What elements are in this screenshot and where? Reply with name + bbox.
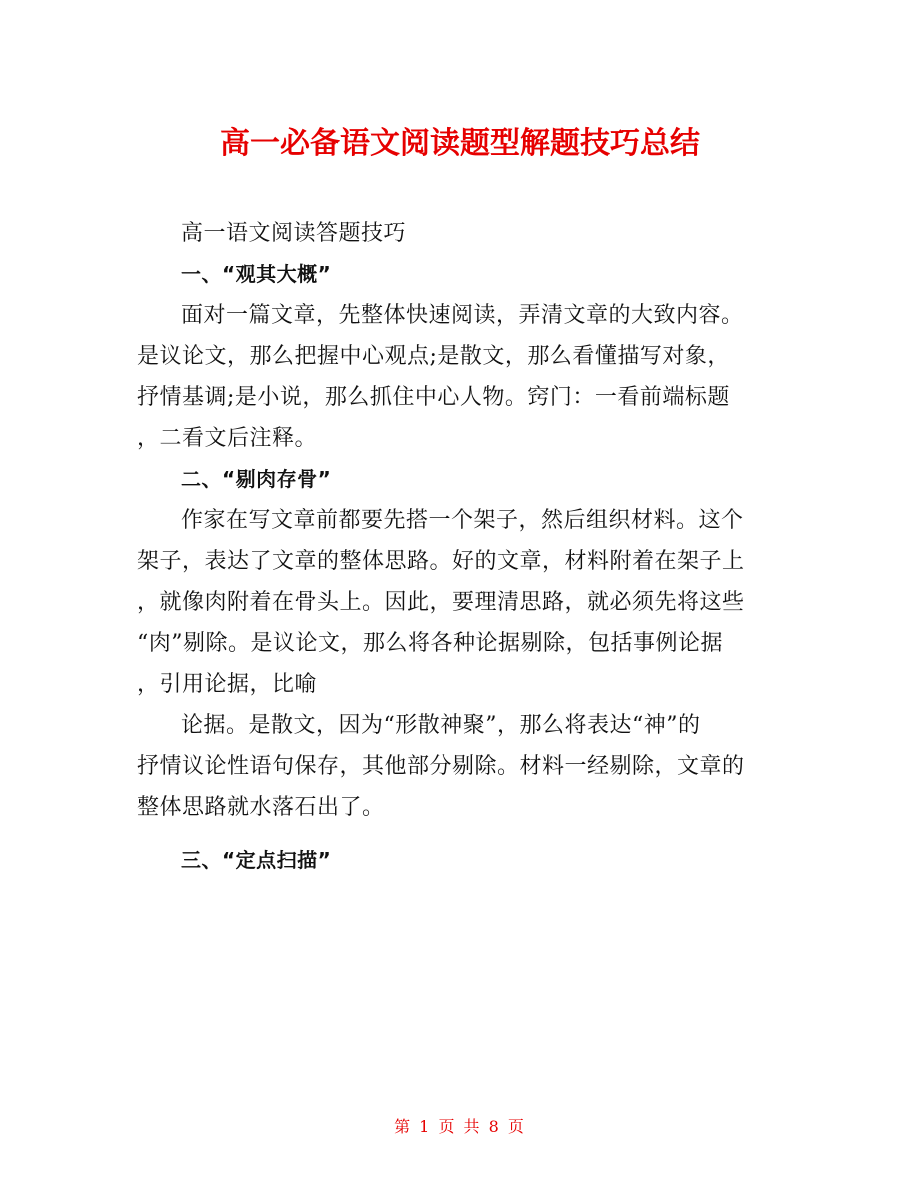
document-body (137, 213, 787, 881)
paragraph-line: 整体思路就水落石出了。 (137, 795, 385, 820)
section-heading-2: 二、“剔肉存骨” (181, 467, 332, 491)
paragraph-line: 抒情议论性语句保存，其他部分剔除。材料一经剔除，文章的 (137, 754, 745, 779)
subtitle-line: 高一语文阅读答题技巧 (181, 221, 407, 246)
paragraph-line: ，引用论据，比喻 (137, 672, 318, 697)
section-heading-1: 一、“观其大概” (181, 262, 332, 286)
paragraph-line: 是议论文，那么把握中心观点;是散文，那么看懂描写对象， (137, 344, 730, 369)
paragraph-line: 抒情基调;是小说，那么抓住中心人物。窍门：一看前端标题 (137, 385, 730, 410)
paragraph-line: “肉”剔除。是议论文，那么将各种论据剔除，包括事例论据 (137, 631, 723, 656)
section-heading-3: 三、“定点扫描” (181, 848, 332, 872)
document-title: 高一必备语文阅读题型解题技巧总结 (220, 126, 700, 161)
paragraph-line: 论据。是散文，因为“形散神聚”，那么将表达“神”的 (181, 713, 701, 738)
paragraph-line: 面对一篇文章，先整体快速阅读，弄清文章的大致内容。 (181, 303, 744, 328)
paragraph-line: 作家在写文章前都要先搭一个架子，然后组织材料。这个 (181, 508, 744, 533)
paragraph-line: ，就像肉附着在骨头上。因此，要理清思路，就必须先将这些 (137, 590, 745, 615)
paragraph-line: ，二看文后注释。 (137, 426, 318, 451)
page-number-footer: 第 1 页 共 8 页 (394, 1117, 526, 1136)
paragraph-line: 架子，表达了文章的整体思路。好的文章，材料附着在架子上 (137, 549, 745, 574)
